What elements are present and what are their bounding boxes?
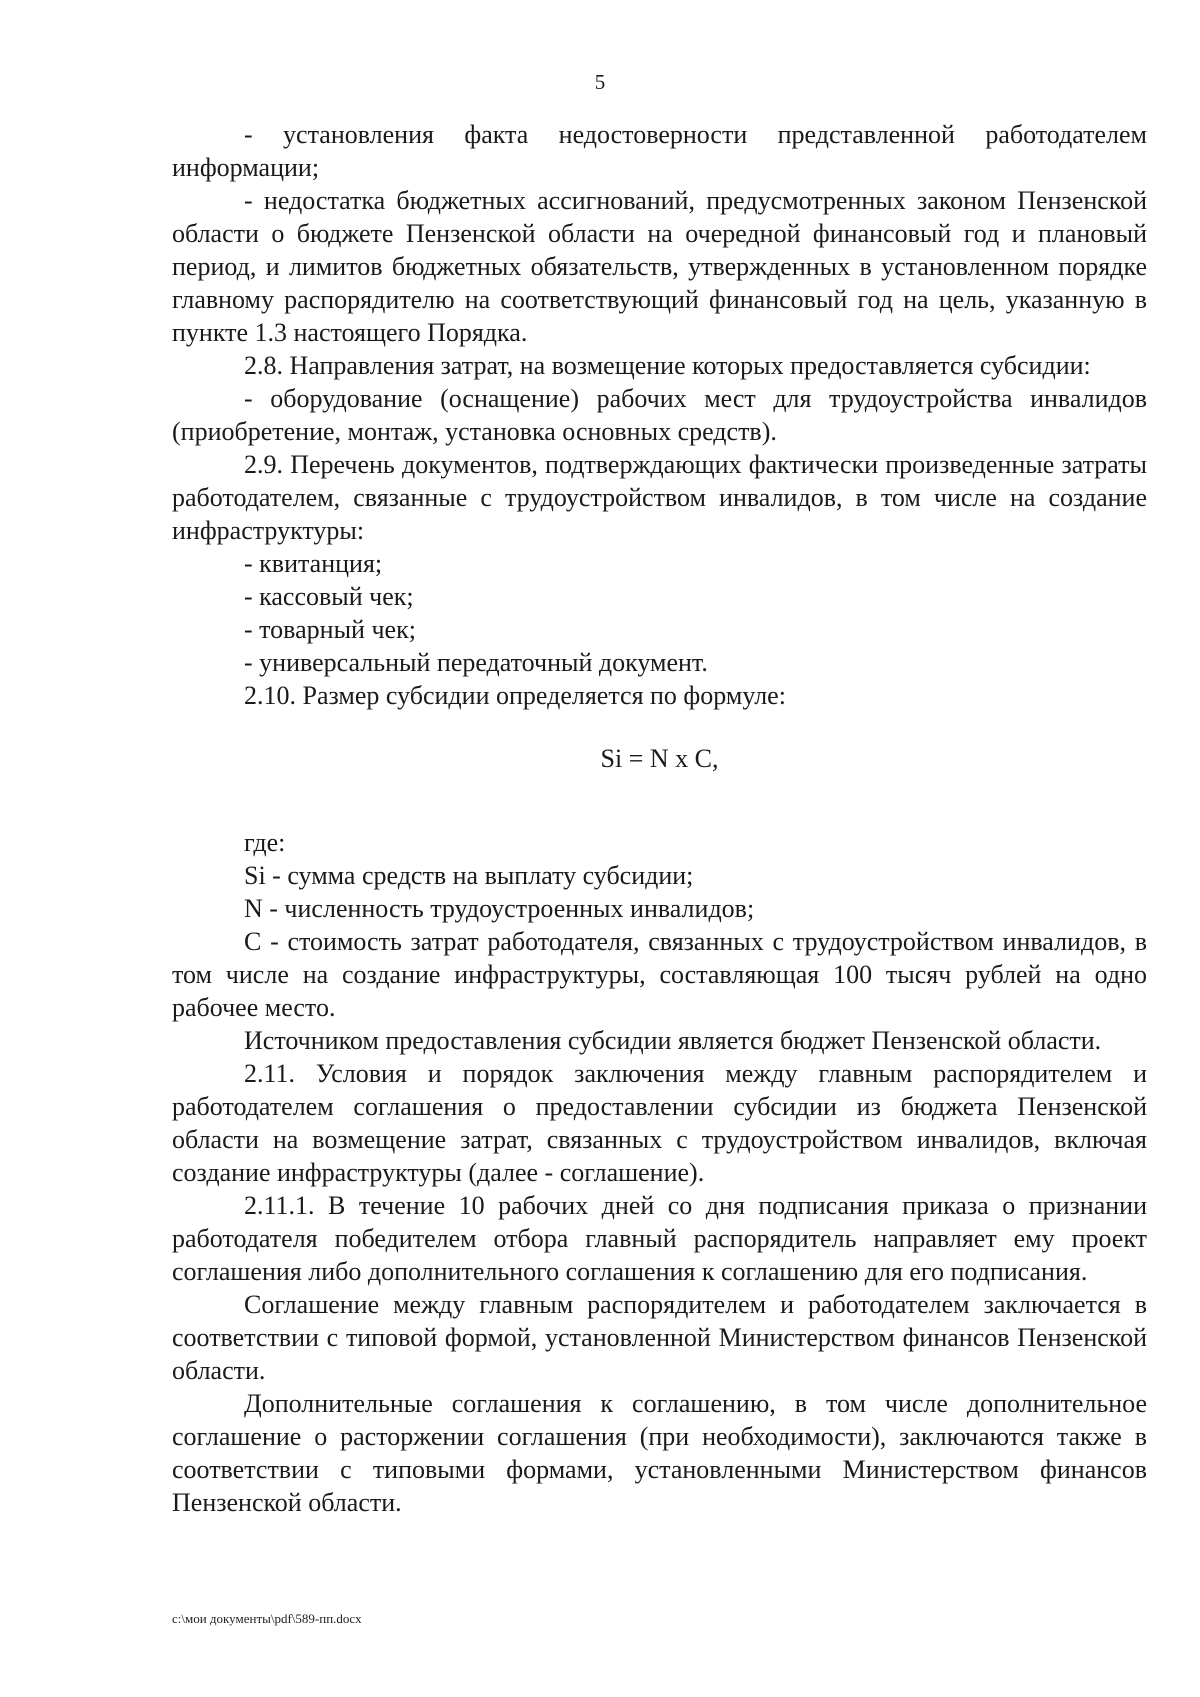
- where-label: где:: [244, 828, 286, 857]
- paragraph-budget-shortage: - недостатка бюджетных ассигнований, предусмотренных законом Пензенской области о бюджете Пензенской области на очередной финансовый год и плановый период, и лимитов бюджетных обязательств, утвержденных в установленном порядке главному распорядителю на соответствующий финансовый год на цель, указанную в пункте 1.3 настоящего Порядка.: [172, 186, 1147, 347]
- paragraph-equipment: - оборудование (оснащение) рабочих мест для трудоустройства инвалидов (приобретение, монтаж, установка основных средств).: [172, 384, 1147, 446]
- paragraph-subsidy-source: Источником предоставления субсидии является бюджет Пензенской области.: [244, 1026, 1102, 1055]
- list-item: - универсальный передаточный документ.: [244, 648, 708, 677]
- page-number: 5: [594, 70, 606, 94]
- paragraph-2-10: 2.10. Размер субсидии определяется по формуле:: [244, 681, 786, 710]
- definition-c: C - стоимость затрат работодателя, связанных с трудоустройством инвалидов, в том числе на создание инфраструктуры, составляющая 100 тысяч рублей на одно рабочее место.: [172, 927, 1147, 1022]
- list-item: - кассовый чек;: [244, 582, 414, 611]
- list-item: - товарный чек;: [244, 615, 416, 644]
- formula: Si = N x C,: [600, 744, 719, 773]
- paragraph-2-9: 2.9. Перечень документов, подтверждающих фактически произведенные затраты работодателем, связанные с трудоустройством инвалидов, в том числе на создание инфраструктуры:: [172, 450, 1147, 545]
- definition-si: Si - сумма средств на выплату субсидии;: [244, 861, 694, 890]
- document-body: [172, 118, 1147, 1519]
- paragraph-2-8: 2.8. Направления затрат, на возмещение которых предоставляется субсидии:: [244, 351, 1091, 380]
- footer-file-path: c:\мои документы\pdf\589-пп.docx: [172, 1611, 362, 1626]
- definition-n: N - численность трудоустроенных инвалидов;: [244, 894, 755, 923]
- paragraph-additional-agreements: Дополнительные соглашения к соглашению, в том числе дополнительное соглашение о расторжении соглашения (при необходимости), заключаются также в соответствии с типовыми формами, установленными Министерством финансов Пензенской области.: [172, 1389, 1147, 1517]
- list-item: - квитанция;: [244, 549, 383, 578]
- paragraph-2-11: 2.11. Условия и порядок заключения между главным распорядителем и работодателем соглашения о предоставлении субсидии из бюджета Пензенской области на возмещение затрат, связанных с трудоустройством инвалидов, включая создание инфраструктуры (далее - соглашение).: [172, 1059, 1147, 1187]
- paragraph-unreliable-info: - установления факта недостоверности представленной работодателем информации;: [172, 120, 1147, 182]
- paragraph-agreement-form: Соглашение между главным распорядителем и работодателем заключается в соответствии с типовой формой, установленной Министерством финансов Пензенской области.: [172, 1290, 1147, 1385]
- paragraph-2-11-1: 2.11.1. В течение 10 рабочих дней со дня подписания приказа о признании работодателя победителем отбора главный распорядитель направляет ему проект соглашения либо дополнительного соглашения к соглашению для его подписания.: [172, 1191, 1147, 1286]
